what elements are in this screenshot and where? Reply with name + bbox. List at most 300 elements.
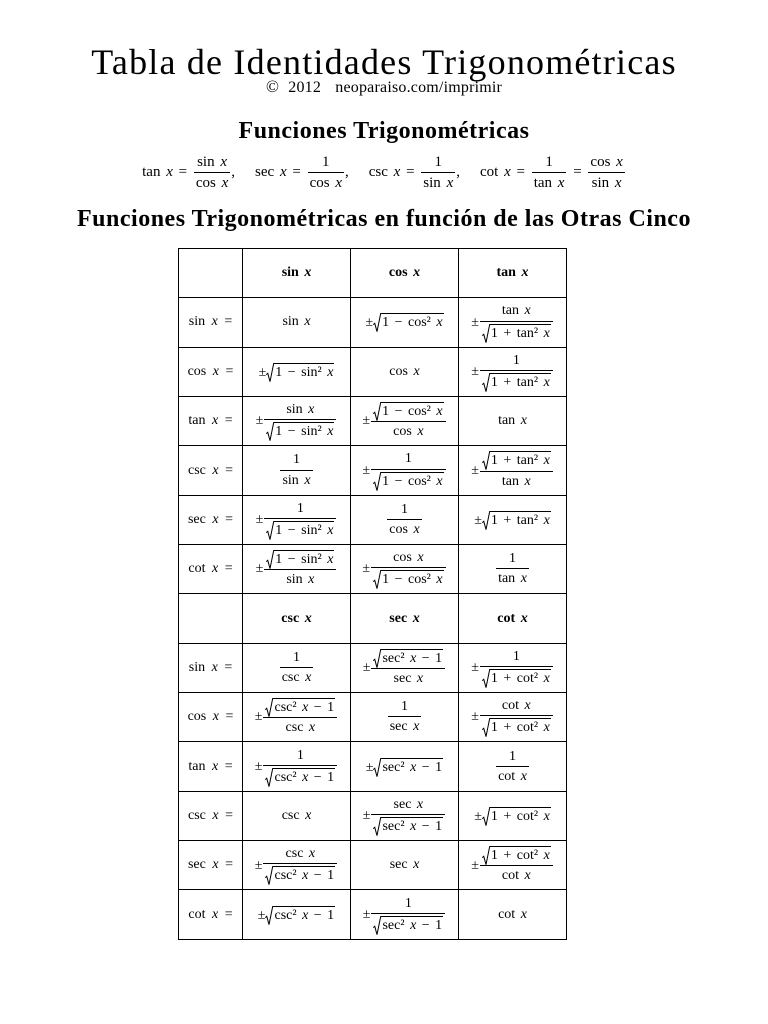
math-expression bbox=[495, 551, 530, 587]
square-root bbox=[482, 669, 551, 687]
identity-cell bbox=[351, 841, 459, 890]
radicand bbox=[274, 908, 334, 923]
identity-cell bbox=[243, 693, 351, 742]
math-text: 1 − sin² x bbox=[275, 552, 334, 568]
square-root bbox=[266, 363, 334, 381]
square-root bbox=[482, 324, 551, 342]
fraction bbox=[280, 650, 314, 686]
math-expression bbox=[254, 700, 338, 736]
row-label-text: cot x = bbox=[188, 561, 233, 577]
denominator bbox=[371, 815, 445, 835]
identity-cell bbox=[459, 397, 567, 446]
variable-x: x bbox=[302, 700, 309, 716]
radicand bbox=[382, 760, 442, 775]
plus-minus-sign: ± bbox=[471, 660, 479, 676]
plus-minus-sign: ± bbox=[362, 906, 371, 922]
square-root bbox=[265, 866, 335, 884]
identity-cell bbox=[459, 347, 567, 396]
column-header-label: cot x bbox=[497, 610, 528, 626]
radicand bbox=[382, 315, 442, 330]
row-label bbox=[179, 446, 243, 495]
radical-sign bbox=[266, 521, 274, 540]
radical-sign-shape bbox=[266, 422, 274, 441]
row-label-text: sec x = bbox=[187, 857, 233, 873]
math-text: 1 bbox=[434, 153, 443, 170]
radical-sign-shape bbox=[373, 472, 381, 491]
math-expression bbox=[471, 352, 554, 390]
identity-cell bbox=[243, 890, 351, 939]
square-root bbox=[482, 373, 551, 391]
math-expression bbox=[362, 404, 446, 440]
identity-cell bbox=[243, 545, 351, 594]
plus-minus-sign: ± bbox=[362, 413, 371, 429]
numerator bbox=[264, 501, 336, 519]
variable-x: x bbox=[520, 768, 527, 784]
radicand bbox=[275, 365, 333, 380]
variable-x: x bbox=[212, 363, 219, 379]
radicand bbox=[491, 326, 550, 341]
math-text: cos x bbox=[590, 153, 623, 170]
math-text: 1 − sin² x bbox=[275, 522, 334, 538]
radical-sign-shape bbox=[266, 363, 274, 382]
plus-minus-sign: ± bbox=[255, 413, 264, 429]
math-text: sec x bbox=[393, 796, 424, 812]
variable-x: x bbox=[327, 364, 334, 380]
math-text: 1 bbox=[404, 451, 412, 467]
fraction bbox=[371, 402, 445, 440]
denominator bbox=[387, 520, 421, 538]
variable-x: x bbox=[543, 325, 550, 341]
denominator bbox=[371, 568, 445, 588]
identity-cell bbox=[459, 693, 567, 742]
math-text: 1 − cos² x bbox=[382, 315, 443, 331]
plus-minus-sign: ± bbox=[471, 314, 479, 330]
radicand bbox=[382, 404, 442, 419]
numerator bbox=[308, 154, 344, 173]
denominator bbox=[371, 914, 445, 934]
fraction bbox=[371, 451, 445, 489]
variable-x: x bbox=[212, 511, 219, 527]
numerator bbox=[480, 698, 553, 716]
variable-x: x bbox=[304, 314, 311, 330]
math-expression bbox=[362, 451, 446, 489]
variable-x: x bbox=[410, 759, 417, 775]
math-text: 1 + cot² x bbox=[490, 808, 550, 824]
identity-cell bbox=[351, 890, 459, 939]
fraction bbox=[264, 550, 336, 588]
square-root bbox=[266, 550, 334, 568]
denominator bbox=[371, 470, 445, 490]
variable-x: x bbox=[524, 698, 531, 714]
numerator bbox=[480, 846, 553, 866]
math-text: 1 bbox=[508, 551, 516, 567]
math-expression bbox=[362, 550, 446, 588]
denominator bbox=[371, 669, 445, 687]
square-root bbox=[373, 472, 443, 490]
radical-sign bbox=[482, 373, 490, 392]
radical-sign bbox=[482, 324, 490, 343]
math-text: cot x bbox=[501, 698, 531, 714]
math-text: 1 bbox=[508, 748, 516, 764]
fraction bbox=[371, 550, 445, 588]
math-text: sec² x − 1 bbox=[382, 818, 443, 834]
variable-x: x bbox=[211, 659, 218, 675]
numerator bbox=[280, 650, 314, 668]
variable-x: x bbox=[416, 796, 424, 812]
radical-sign bbox=[373, 649, 381, 668]
variable-x: x bbox=[543, 808, 550, 824]
math-text: cos x bbox=[393, 550, 424, 566]
math-expression bbox=[387, 699, 423, 735]
math-expression bbox=[495, 748, 530, 784]
radicand bbox=[491, 513, 550, 528]
radical-sign bbox=[482, 669, 490, 688]
variable-x: x bbox=[302, 769, 309, 785]
numerator bbox=[371, 550, 445, 568]
variable-x: x bbox=[308, 402, 315, 418]
denominator bbox=[588, 173, 624, 192]
radical-sign bbox=[373, 472, 381, 491]
corner-cell bbox=[179, 249, 243, 298]
plus-minus-sign: ± bbox=[258, 364, 267, 380]
identity-cell bbox=[243, 791, 351, 840]
row-label bbox=[179, 693, 243, 742]
plus-minus-sign: ± bbox=[362, 561, 371, 577]
numerator bbox=[264, 550, 336, 570]
radical-sign-shape bbox=[373, 758, 381, 777]
row-label bbox=[179, 890, 243, 939]
denominator bbox=[194, 173, 230, 192]
square-root bbox=[482, 511, 551, 529]
identity-cell bbox=[351, 742, 459, 791]
plus-minus-sign: ± bbox=[254, 758, 263, 774]
radical-sign-shape bbox=[265, 698, 273, 717]
math-text: 1 − cos² x bbox=[382, 473, 443, 489]
plus-minus-sign: ± bbox=[474, 808, 482, 824]
fraction bbox=[264, 402, 336, 440]
fraction bbox=[263, 748, 337, 786]
fraction bbox=[263, 846, 337, 884]
radical-sign bbox=[373, 570, 381, 589]
radicand bbox=[491, 453, 550, 468]
math-expression bbox=[279, 452, 313, 488]
numerator bbox=[532, 154, 567, 173]
radicand bbox=[382, 651, 442, 666]
radicand bbox=[382, 474, 442, 489]
variable-x: x bbox=[543, 512, 550, 528]
math-text: csc² x − 1 bbox=[274, 907, 335, 923]
radicand bbox=[491, 809, 550, 824]
math-text: 1 − sin² x bbox=[275, 424, 334, 440]
radicand bbox=[382, 918, 442, 933]
identity-cell bbox=[459, 791, 567, 840]
variable-x: x bbox=[212, 807, 219, 823]
fraction bbox=[496, 551, 529, 587]
column-header-sec-x bbox=[351, 594, 459, 643]
definition-item bbox=[255, 154, 349, 193]
denominator bbox=[264, 420, 336, 440]
denominator bbox=[480, 866, 553, 884]
variable-x: x bbox=[412, 610, 420, 626]
row-label-text: sin x = bbox=[188, 314, 233, 330]
math-text: 1 bbox=[404, 895, 412, 911]
identity-cell bbox=[351, 545, 459, 594]
math-text: 1 + tan² x bbox=[490, 374, 550, 390]
numerator bbox=[280, 452, 312, 470]
radicand bbox=[275, 552, 333, 567]
math-text: 1 + cot² x bbox=[490, 848, 550, 864]
variable-x: x bbox=[436, 572, 443, 588]
denominator bbox=[421, 173, 455, 192]
math-expression bbox=[255, 153, 349, 191]
math-text: , bbox=[345, 164, 349, 181]
identity-row bbox=[179, 643, 567, 692]
variable-x: x bbox=[543, 453, 550, 469]
square-root bbox=[265, 768, 335, 786]
column-header-cos-x bbox=[351, 249, 459, 298]
denominator bbox=[263, 864, 337, 884]
identity-table-body bbox=[179, 249, 567, 940]
plus-minus-sign: ± bbox=[471, 462, 479, 478]
radical-sign-shape bbox=[265, 866, 273, 885]
row-label bbox=[179, 841, 243, 890]
square-root bbox=[265, 698, 335, 716]
row-label bbox=[179, 397, 243, 446]
identity-row bbox=[179, 446, 567, 495]
radical-sign bbox=[482, 511, 490, 530]
math-text: sec x bbox=[393, 670, 424, 686]
radical-sign-shape bbox=[266, 521, 274, 540]
variable-x: x bbox=[305, 807, 312, 823]
fraction bbox=[371, 896, 445, 934]
variable-x: x bbox=[436, 473, 443, 489]
radical-sign bbox=[482, 451, 490, 470]
variable-x: x bbox=[308, 720, 316, 736]
math-expression bbox=[471, 303, 554, 341]
identity-row bbox=[179, 791, 567, 840]
numerator bbox=[480, 451, 553, 471]
math-expression bbox=[258, 908, 335, 923]
fraction bbox=[421, 154, 455, 193]
fraction bbox=[263, 698, 337, 736]
math-text: 1 + cot² x bbox=[490, 670, 550, 686]
square-root bbox=[373, 402, 443, 420]
math-text: 1 bbox=[545, 153, 553, 170]
math-expression bbox=[474, 513, 551, 528]
numerator bbox=[496, 749, 529, 767]
fraction bbox=[480, 649, 553, 687]
row-label bbox=[179, 791, 243, 840]
plus-minus-sign: ± bbox=[254, 709, 263, 725]
identity-row bbox=[179, 693, 567, 742]
identity-row bbox=[179, 742, 567, 791]
math-expression bbox=[282, 314, 310, 329]
variable-x: x bbox=[543, 374, 550, 390]
numerator bbox=[194, 154, 230, 173]
row-label bbox=[179, 298, 243, 347]
identity-cell bbox=[459, 446, 567, 495]
variable-x: x bbox=[416, 670, 424, 686]
variable-x: x bbox=[302, 907, 309, 923]
identity-cell bbox=[243, 495, 351, 544]
math-text: = bbox=[567, 164, 588, 181]
identity-row bbox=[179, 545, 567, 594]
section-heading-conversion-table: Funciones Trigonométricas en función de las Otras Cinco bbox=[77, 206, 691, 232]
math-expression bbox=[474, 809, 551, 824]
variable-x: x bbox=[520, 610, 528, 626]
variable-x: x bbox=[520, 413, 527, 429]
row-label-text: cos x = bbox=[187, 709, 234, 725]
identity-cell bbox=[243, 446, 351, 495]
variable-x: x bbox=[410, 818, 417, 834]
radical-sign-shape bbox=[482, 718, 490, 737]
radical-sign bbox=[373, 916, 381, 935]
math-text: 1 bbox=[322, 153, 330, 170]
math-expression bbox=[362, 650, 446, 686]
math-text: sec² x − 1 bbox=[382, 917, 443, 933]
math-text: 1 − sin² x bbox=[275, 364, 334, 380]
denominator bbox=[480, 667, 553, 687]
variable-x: x bbox=[221, 175, 229, 191]
fraction bbox=[371, 797, 445, 835]
row-label-text: csc x = bbox=[187, 807, 233, 823]
numerator bbox=[263, 698, 337, 718]
identity-cell bbox=[351, 397, 459, 446]
math-expression bbox=[255, 402, 338, 440]
math-expression bbox=[259, 365, 335, 380]
radical-sign-shape bbox=[373, 649, 381, 668]
plus-minus-sign: ± bbox=[255, 512, 264, 528]
variable-x: x bbox=[524, 473, 531, 489]
variable-x: x bbox=[413, 363, 420, 379]
radicand bbox=[274, 770, 334, 785]
numerator bbox=[388, 699, 422, 717]
denominator bbox=[388, 717, 422, 735]
numerator bbox=[588, 154, 624, 173]
identity-row bbox=[179, 890, 567, 939]
math-expression bbox=[142, 153, 236, 191]
math-text: sec² x − 1 bbox=[382, 650, 443, 666]
row-label bbox=[179, 347, 243, 396]
variable-x: x bbox=[524, 868, 531, 884]
denominator bbox=[264, 519, 336, 539]
square-root bbox=[373, 817, 443, 835]
variable-x: x bbox=[220, 153, 228, 170]
math-text: 1 bbox=[400, 699, 408, 715]
radical-sign bbox=[482, 807, 490, 826]
radicand bbox=[275, 424, 333, 439]
row-label-text: cos x = bbox=[187, 363, 234, 379]
variable-x: x bbox=[304, 265, 312, 281]
math-text: 1 bbox=[400, 501, 408, 517]
math-text: 1 − cos² x bbox=[382, 572, 443, 588]
identity-cell bbox=[351, 791, 459, 840]
radical-sign-shape bbox=[482, 451, 490, 470]
math-text: tan x bbox=[501, 303, 531, 319]
math-text: cos x bbox=[393, 424, 424, 440]
math-text: cot x = bbox=[479, 164, 531, 181]
variable-x: x bbox=[436, 404, 443, 420]
identity-row bbox=[179, 347, 567, 396]
column-header-cot-x bbox=[459, 594, 567, 643]
variable-x: x bbox=[436, 315, 443, 331]
math-text: 1 bbox=[292, 649, 300, 665]
numerator bbox=[371, 402, 445, 422]
radical-sign bbox=[265, 866, 273, 885]
variable-x: x bbox=[212, 462, 219, 478]
variable-x: x bbox=[211, 413, 219, 429]
denominator bbox=[280, 471, 312, 489]
math-expression bbox=[254, 747, 338, 785]
variable-x: x bbox=[417, 550, 424, 566]
column-header-label: csc x bbox=[281, 610, 312, 626]
math-text: csc x bbox=[285, 720, 316, 736]
variable-x: x bbox=[524, 303, 531, 319]
definitions-line bbox=[0, 154, 768, 192]
math-text: cos x bbox=[309, 175, 342, 191]
variable-x: x bbox=[413, 857, 420, 873]
math-text: 1 bbox=[512, 352, 520, 368]
math-expression bbox=[255, 500, 338, 538]
radical-sign bbox=[373, 313, 381, 332]
radicand bbox=[274, 868, 334, 883]
math-expression bbox=[471, 453, 554, 489]
numerator bbox=[480, 303, 553, 321]
math-text: sin x bbox=[423, 175, 454, 191]
column-header-label: cos x bbox=[388, 265, 421, 281]
math-expression bbox=[471, 698, 554, 736]
math-text: tan x bbox=[498, 571, 527, 587]
denominator bbox=[263, 766, 337, 786]
variable-x: x bbox=[211, 906, 219, 922]
variable-x: x bbox=[410, 917, 417, 933]
denominator bbox=[264, 570, 336, 588]
radical-sign-shape bbox=[482, 324, 490, 343]
fraction bbox=[371, 649, 445, 687]
denominator bbox=[496, 767, 529, 785]
radical-sign-shape bbox=[482, 807, 490, 826]
math-expression bbox=[362, 796, 446, 834]
math-text: , bbox=[231, 164, 236, 181]
identity-cell bbox=[351, 495, 459, 544]
math-text: tan x bbox=[501, 473, 531, 489]
plus-minus-sign: ± bbox=[471, 857, 479, 873]
denominator bbox=[371, 422, 445, 440]
math-text: 1 + tan² x bbox=[490, 512, 550, 528]
math-expression bbox=[255, 552, 338, 588]
variable-x: x bbox=[302, 868, 309, 884]
row-label-text: csc x = bbox=[187, 462, 233, 478]
math-text: sec x bbox=[389, 857, 420, 873]
plus-minus-sign: ± bbox=[471, 709, 479, 725]
math-expression bbox=[282, 808, 312, 823]
variable-x: x bbox=[543, 670, 550, 686]
variable-x: x bbox=[308, 846, 316, 862]
variable-x: x bbox=[305, 669, 312, 685]
fraction bbox=[480, 846, 553, 884]
math-expression bbox=[279, 649, 315, 685]
plus-minus-sign: ± bbox=[365, 315, 374, 331]
math-text: sin x bbox=[197, 153, 228, 170]
plus-minus-sign: ± bbox=[254, 857, 263, 873]
math-text: csc² x − 1 bbox=[274, 769, 335, 785]
identity-row bbox=[179, 495, 567, 544]
radical-sign bbox=[373, 402, 381, 421]
math-text: 1 bbox=[296, 500, 304, 516]
variable-x: x bbox=[166, 164, 173, 181]
plus-minus-sign: ± bbox=[362, 808, 371, 824]
radical-sign bbox=[373, 817, 381, 836]
